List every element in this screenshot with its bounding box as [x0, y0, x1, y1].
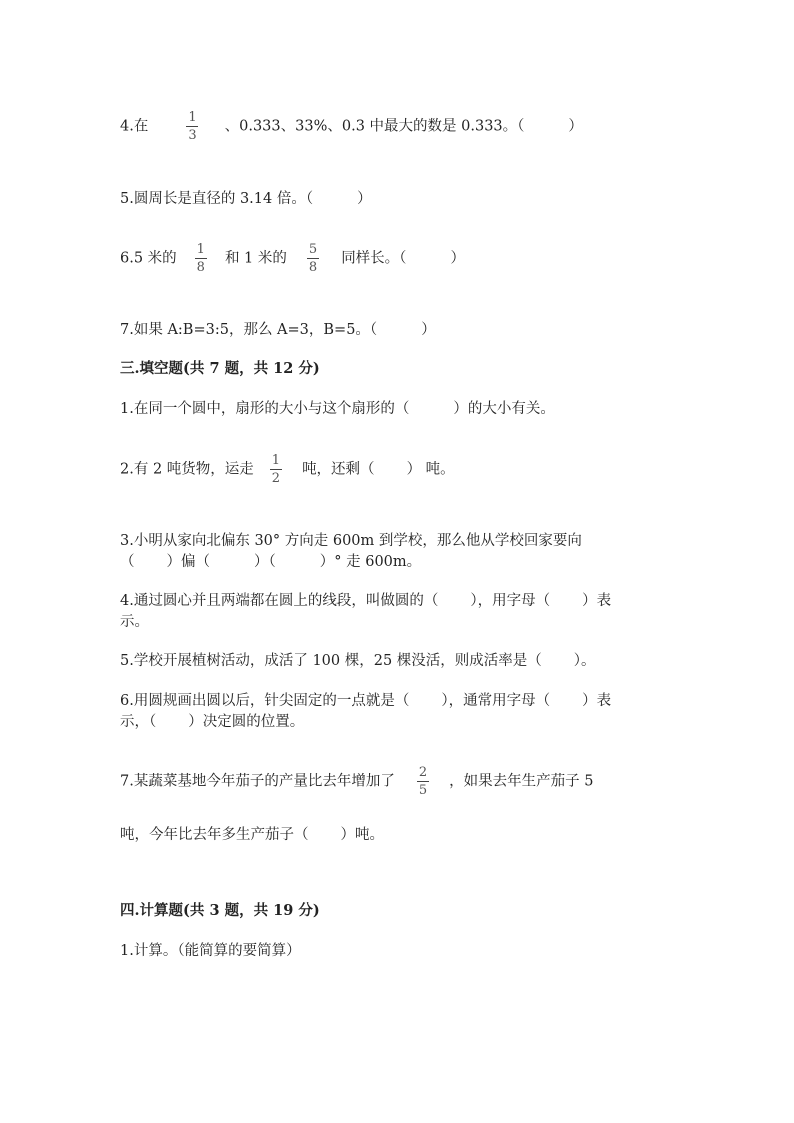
fq6-e: ）决定圆的位置。 [188, 714, 305, 730]
fq1-close: ）的大小有关。 [453, 401, 555, 417]
q4-close: ） [568, 118, 583, 135]
fq2-prefix: 2.有 2 吨货物，运走 [120, 461, 254, 478]
fill-question-7-line2 [120, 825, 384, 845]
fq2-close: ） 吨。 [406, 461, 455, 478]
q6-prefix: 6.5 米的 [120, 250, 177, 267]
section-3-title: 三.填空题(共 7 题，共 12 分) [120, 360, 320, 377]
fill-question-3-line1: 3.小明从家向北偏东 30° 方向走 600m 到学校，那么他从学校回家要向 [120, 533, 582, 549]
fill-question-4-line1 [120, 591, 611, 611]
q5-close: ） [357, 191, 372, 207]
fill-question-4-line2: 示。 [120, 614, 149, 630]
fill-question-5 [120, 651, 596, 671]
fq3-open: （ [120, 554, 135, 570]
calc-question-1: 1.计算。（能简算的要简算） [120, 943, 301, 959]
fill-question-3-line2 [120, 552, 421, 572]
fraction-one-half: $\frac{1}{2}$ [271, 453, 281, 486]
fq6-b: ），通常用字母（ [441, 693, 551, 709]
question-6-judgement [120, 242, 465, 275]
fill-question-2 [120, 453, 455, 486]
fq3-end: ）° 走 600m。 [319, 554, 422, 570]
question-7-judgement [120, 320, 436, 340]
fq2-suffix: 吨，还剩（ [302, 461, 375, 478]
fill-question-1 [120, 399, 555, 419]
fq3-mid: ）（ [254, 554, 276, 570]
q7-close: ） [421, 322, 436, 338]
fq6-d: 示，（ [120, 714, 157, 730]
fq6-c: ）表 [582, 693, 612, 709]
fq5-text: 5.学校开展植树活动，成活了 100 棵，25 棵没活，则成活率是（ [120, 653, 542, 669]
question-4-judgement [120, 110, 583, 143]
q4-suffix: 、0.333、33%、0.3 中最大的数是 0.333。（ [224, 118, 525, 135]
q7-text: 7.如果 A:B=3:5，那么 A=3，B=5。（ [120, 322, 378, 338]
fq3-direction: ）偏（ [166, 554, 210, 570]
q6-close: ） [450, 250, 465, 267]
fq4-c: ）表 [582, 593, 612, 609]
fq7-prefix: 7.某蔬菜基地今年茄子的产量比去年增加了 [120, 773, 395, 790]
q4-prefix: 4.在 [120, 118, 149, 135]
fraction-one-third: $\frac{1}{3}$ [188, 110, 197, 143]
fraction-five-eighths: $\frac{5}{8}$ [308, 242, 318, 275]
q6-mid: 和 1 米的 [224, 250, 287, 267]
fq7-line2a: 吨，今年比去年多生产茄子（ [120, 827, 309, 843]
q5-text: 5.圆周长是直径的 3.14 倍。（ [120, 191, 314, 207]
fraction-two-fifths: $\frac{2}{5}$ [418, 765, 428, 798]
fill-question-6-line1 [120, 691, 611, 711]
fq5-close: ）。 [573, 653, 596, 669]
fq6-a: 6.用圆规画出圆以后，针尖固定的一点就是（ [120, 693, 410, 709]
q6-suffix: 同样长。（ [341, 250, 407, 267]
fraction-one-eighth: $\frac{1}{8}$ [196, 242, 205, 275]
fq7-suffix: ，如果去年生产茄子 5 [449, 773, 594, 790]
fq7-line2b: ）吨。 [340, 827, 384, 843]
question-5-judgement [120, 189, 372, 209]
fill-question-6-line2 [120, 712, 304, 732]
fq4-a: 4.通过圆心并且两端都在圆上的线段，叫做圆的（ [120, 593, 439, 609]
fq1-text: 1.在同一个圆中，扇形的大小与这个扇形的（ [120, 401, 410, 417]
fq4-b: ），用字母（ [470, 593, 551, 609]
fill-question-7-line1 [120, 765, 593, 798]
section-4-title: 四.计算题(共 3 题，共 19 分) [120, 902, 320, 919]
